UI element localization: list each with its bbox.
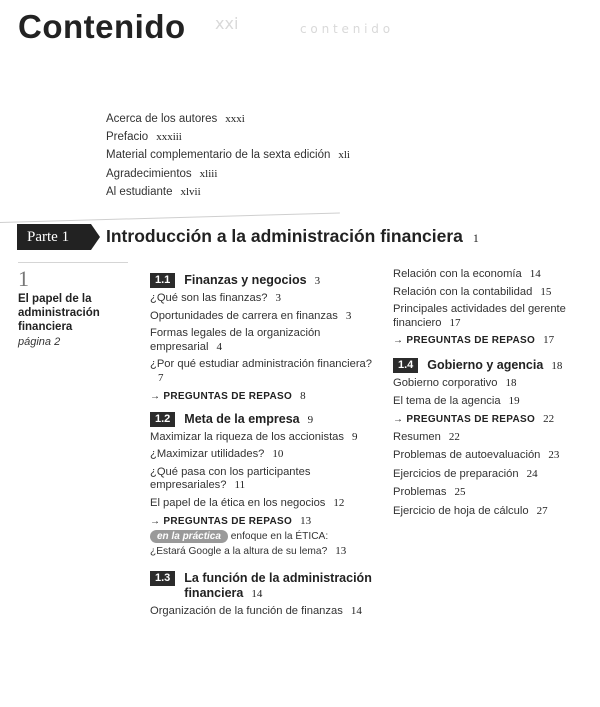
section-number: 1.1 <box>150 273 175 288</box>
review-questions-link[interactable]: → PREGUNTAS DE REPASO 13 <box>150 514 312 527</box>
section-heading[interactable]: 1.1 Finanzas y negocios 3 <box>150 273 382 289</box>
toc-entry[interactable]: Relación con la economía 14 <box>393 268 541 280</box>
toc-entry[interactable]: Problemas de autoevaluación 23 <box>393 449 560 462</box>
front-matter-list <box>106 110 350 201</box>
page-number: xliii <box>199 167 218 180</box>
page-number: xlvii <box>180 185 201 198</box>
part-title[interactable]: Introducción a la administración financiera 1 <box>106 226 479 246</box>
page-number: 9 <box>307 413 314 426</box>
toc-entry[interactable]: Oportunidades de carrera en finanzas 3 <box>150 309 352 322</box>
section-number: 1.4 <box>393 358 418 373</box>
bleed-through-text: xxi <box>215 14 239 33</box>
section-heading[interactable]: 1.2 Meta de la empresa 9 <box>150 412 382 428</box>
section-number: 1.3 <box>150 571 175 586</box>
toc-entry[interactable]: Maximizar la riqueza de los accionistas 9 <box>150 430 358 443</box>
toc-entry[interactable]: Ejercicios de preparación 24 <box>393 467 538 480</box>
toc-entry[interactable]: Prefacio xxxiii <box>106 131 182 144</box>
practice-pill-badge: en la práctica <box>150 530 228 543</box>
toc-entry[interactable]: Organización de la función de finanzas 14 <box>150 604 362 617</box>
toc-entry[interactable]: El tema de la agencia 19 <box>393 394 520 407</box>
toc-entry[interactable]: Ejercicio de hoja de cálculo 27 <box>393 504 548 517</box>
divider <box>18 262 128 263</box>
page-number: 14 <box>251 587 263 600</box>
toc-entry[interactable]: ¿Qué pasa con los participantes empresariales? 11 <box>150 465 311 492</box>
chapter-number: 1 <box>18 266 29 291</box>
toc-entry[interactable]: Material complementario de la sexta edición xli <box>106 149 350 162</box>
review-questions-link[interactable]: → PREGUNTAS DE REPASO 17 <box>393 334 555 347</box>
page-number: xxxi <box>225 113 245 125</box>
part-badge: Parte 1 <box>17 224 91 250</box>
toc-entry[interactable]: Acerca de los autores xxxi <box>106 113 245 125</box>
page-number: 3 <box>314 275 321 287</box>
toc-entry[interactable]: Relación con la contabilidad 15 <box>393 285 552 298</box>
toc-column-right <box>393 268 593 524</box>
practice-box-entry[interactable]: en la práctica enfoque en la ÉTICA: ¿Estará Google a la altura de su lema? 13 <box>150 530 347 557</box>
part-arrow-icon <box>91 224 100 250</box>
chapter-page: página 2 <box>18 336 61 348</box>
page-title: Contenido <box>18 8 186 45</box>
section-heading[interactable]: 1.4 Gobierno y agencia 18 <box>393 358 593 374</box>
review-questions-link[interactable]: → PREGUNTAS DE REPASO 8 <box>150 389 306 402</box>
page-number: xli <box>338 149 350 162</box>
toc-entry[interactable]: Principales actividades del gerente financiero 17 <box>393 303 566 329</box>
toc-entry[interactable]: ¿Qué son las finanzas? 3 <box>150 292 282 304</box>
toc-entry[interactable]: ¿Por qué estudiar administración financiera?7 <box>150 358 373 384</box>
toc-entry[interactable]: Gobierno corporativo 18 <box>393 377 517 390</box>
toc-entry[interactable]: Al estudiante xlvii <box>106 185 201 198</box>
page-number: xxxiii <box>156 131 182 144</box>
toc-entry[interactable]: El papel de la ética en los negocios 12 <box>150 496 345 509</box>
bleed-through-text: c o n t e n i d o <box>300 22 391 36</box>
page-number: 1 <box>472 231 479 245</box>
toc-entry[interactable]: ¿Maximizar utilidades? 10 <box>150 448 284 461</box>
toc-entry[interactable]: Agradecimientos xliii <box>106 167 218 180</box>
divider <box>0 213 340 223</box>
section-heading[interactable]: 1.3 La función de la administración financiera 14 <box>150 571 382 602</box>
chapter-title[interactable]: El papel de la administración financiera <box>18 293 100 333</box>
toc-entry[interactable]: Problemas 25 <box>393 486 466 499</box>
toc-entry[interactable]: Formas legales de la organización empresarial 4 <box>150 327 321 353</box>
review-questions-link[interactable]: → PREGUNTAS DE REPASO 22 <box>393 412 555 425</box>
section-number: 1.2 <box>150 412 175 427</box>
page-number: 18 <box>551 360 563 373</box>
toc-entry[interactable]: Resumen 22 <box>393 430 460 443</box>
toc-column-left <box>150 273 382 622</box>
